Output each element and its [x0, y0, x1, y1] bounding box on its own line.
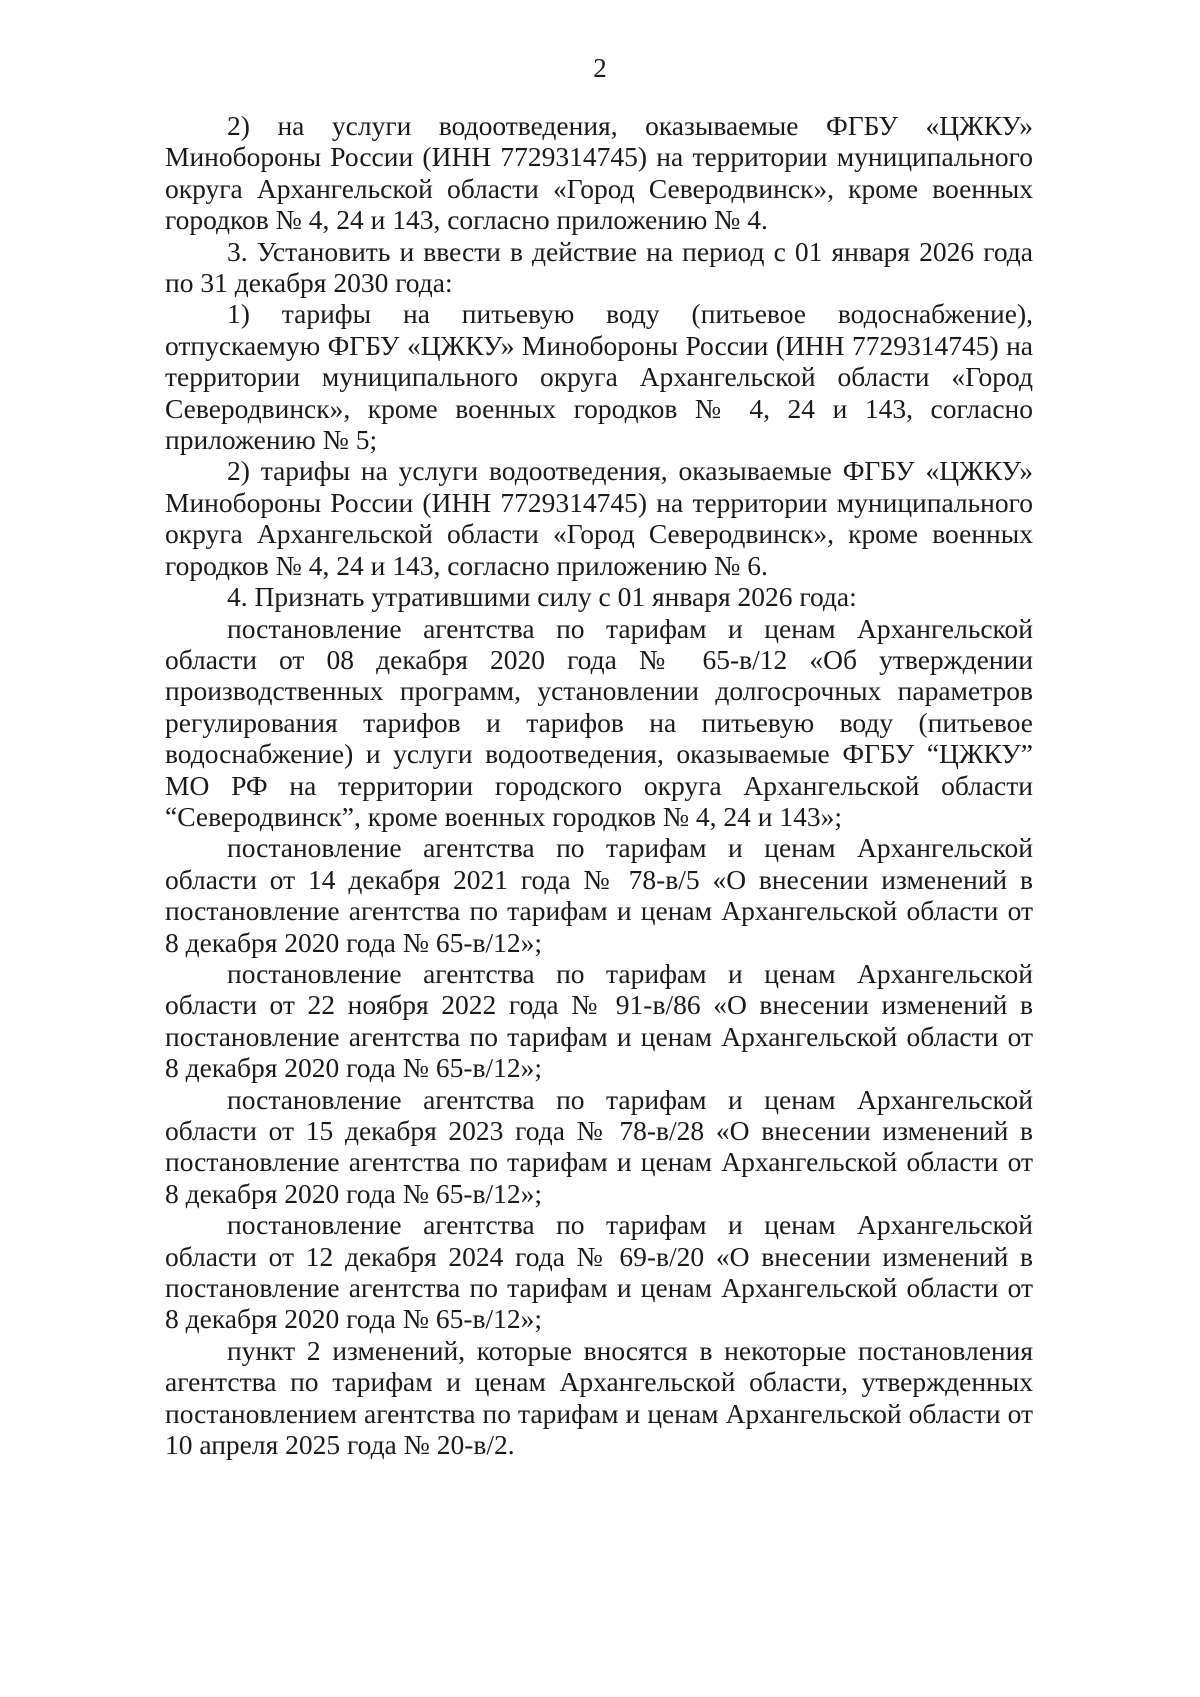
paragraph-section-4: 4. Признать утратившими силу с 01 января 2026 года:	[227, 581, 857, 613]
page-number: 2	[593, 53, 607, 83]
paragraph-item-2-wastewater: 2) на услуги водоотведения, оказываемые ФГБУ «ЦЖКУ» Минобороны России (ИНН 7729314745) на территории муниципального округа Архангельской области «Город Северодвинск», кроме военных городков № 4, 24 и 143, согласно приложению № 4.	[165, 110, 1033, 236]
paragraph-section-3: 3. Установить и ввести в действие на период с 01 января 2026 года по 31 декабря 2030 года:	[165, 235, 1033, 299]
paragraph-resolution-69-v-20: постановление агентства по тарифам и ценам Архангельской области от 12 декабря 2024 года № 69-в/20 «О внесении изменений в постановление агентства по тарифам и ценам Архангельской области от 8 декабря 2020 года № 65-в/12»;	[165, 1209, 1033, 1335]
paragraph-item-1-water-tariffs: 1) тарифы на питьевую воду (питьевое водоснабжение), отпускаемую ФГБУ «ЦЖКУ» Минобороны России (ИНН 7729314745) на территории муниципального округа Архангельской области «Город Северодвинск», кроме военных городков № 4, 24 и 143, согласно приложению № 5;	[165, 298, 1033, 456]
paragraph-resolution-78-v-28: постановление агентства по тарифам и ценам Архангельской области от 15 декабря 2023 года № 78-в/28 «О внесении изменений в постановление агентства по тарифам и ценам Архангельской области от 8 декабря 2020 года № 65-в/12»;	[165, 1083, 1033, 1209]
paragraph-item-2-wastewater-tariffs: 2) тарифы на услуги водоотведения, оказываемые ФГБУ «ЦЖКУ» Минобороны России (ИНН 7729314745) на территории муниципального округа Архангельской области «Город Северодвинск», кроме военных городков № 4, 24 и 143, согласно приложению № 6.	[165, 455, 1033, 581]
paragraph-resolution-78-v-5: постановление агентства по тарифам и ценам Архангельской области от 14 декабря 2021 года № 78-в/5 «О внесении изменений в постановление агентства по тарифам и ценам Архангельской области от 8 декабря 2020 года № 65-в/12»;	[165, 832, 1033, 958]
paragraph-resolution-65-v-12: постановление агентства по тарифам и ценам Архангельской области от 08 декабря 2020 года № 65-в/12 «Об утверждении производственных программ, установлении долгосрочных параметров регулирования тарифов и тарифов на питьевую воду (питьевое водоснабжение) и услуги водоотведения, оказываемые ФГБУ “ЦЖКУ” МО РФ на территории городского округа Архангельской области “Северодвинск”, кроме военных городков № 4, 24 и 143»;	[165, 612, 1033, 832]
paragraph-resolution-91-v-86: постановление агентства по тарифам и ценам Архангельской области от 22 ноября 2022 года № 91-в/86 «О внесении изменений в постановление агентства по тарифам и ценам Архангельской области от 8 декабря 2020 года № 65-в/12»;	[165, 957, 1033, 1084]
paragraph-resolution-20-v-2: пункт 2 изменений, которые вносятся в некоторые постановления агентства по тарифам и ценам Архангельской области, утвержденных постановлением агентства по тарифам и ценам Архангельской области от 10 апреля 2025 года № 20-в/2.	[165, 1334, 1033, 1461]
document-body	[165, 110, 1033, 1460]
